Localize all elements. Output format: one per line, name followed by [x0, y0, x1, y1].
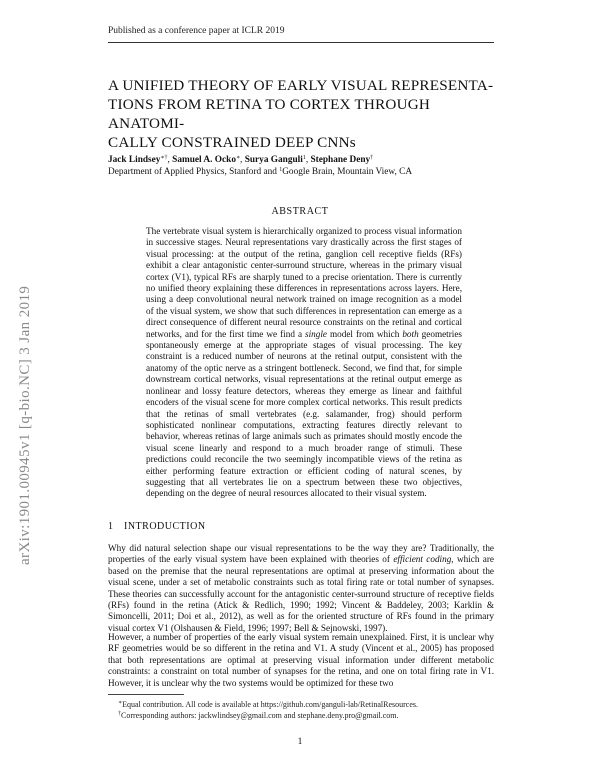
- author-name: Stephane Deny: [310, 155, 371, 165]
- affiliation-mark: 1: [279, 167, 283, 173]
- affiliation-text: Google Brain, Mountain View, CA: [282, 167, 413, 177]
- abstract-emphasis: single: [305, 328, 327, 339]
- header-rule: [108, 42, 494, 43]
- footnote-text: Corresponding authors: jackwlindsey@gmail.com and stephane.deny.pro@gmail.com.: [121, 711, 399, 720]
- paper-title: [108, 76, 508, 152]
- title-line: A UNIFIED THEORY OF EARLY VISUAL REPRESENTA-: [108, 77, 494, 94]
- footnote-mark: ∗: [118, 700, 123, 706]
- footnote-text: Equal contribution. All code is available at https://github.com/ganguli-lab/RetinalResources.: [122, 700, 419, 709]
- page-number: 1: [297, 737, 303, 747]
- affiliation: [108, 164, 412, 178]
- paragraph-text: Why did natural selection shape our visual representations to be the way they are? Traditionally, the properties of the early visual system have been explained with theories of: [108, 543, 494, 565]
- author-name: Jack Lindsey: [108, 155, 161, 165]
- paragraph-text: , which are based on the premise that the neural representations are optimal at preserving information about the visual scene, under a set of metabolic constraints such as total firing rate or total number of synapses. These theories can successfully account for the antagonistic center-surround structure of receptive fields (RFs) found in the retina (Atick & Redlich, 1990; 1992; Vincent & Baddeley, 2003; Karklin & Simoncelli, 2011; Doi et al., 2012), as well as for the oriented structure of RFs found in the primary visual cortex V1 (Olshausen & Field, 1996; 1997; Bell & Sejnowski, 1997).: [108, 554, 494, 633]
- abstract-text: geometries spontaneously emerge at the appropriate stages of visual processing. The key constraint is a reduced number of neurons at the retinal output, consistent with the anatomy of the optic nerve as a stringent bottleneck. Second, we find that, for simple downstream cortical networks, visual representations at the retinal output emerge as nonlinear and lossy feature detectors, whereas they emerge as linear and faithful encoders of the visual scene for more complex cortical networks. This result predicts that the retinas of small vertebrates (e.g. salamander, frog) should perform sophisticated nonlinear computations, extracting features directly relevant to behavior, whereas retinas of large animals such as primates should mostly encode the visual scene linearly and respond to a much broader range of stimuli. These predictions could reconcile the two seemingly incompatible views of the retina as either performing feature extraction or efficient coding of natural scenes, by suggesting that all vertebrates lie on a spectrum between these two objectives, depending on the degree of neural resources allocated to their visual system.: [146, 328, 462, 499]
- affiliation-text: Department of Applied Physics, Stanford and: [108, 167, 280, 177]
- arxiv-stamp: arXiv:1901.00945v1 [q-bio.NC] 3 Jan 2019: [17, 285, 33, 565]
- author-name: Samuel A. Ocko: [172, 155, 236, 165]
- footnote-rule: [108, 694, 184, 695]
- abstract-body: [146, 226, 462, 500]
- author-name: Surya Ganguli: [244, 155, 303, 165]
- author-mark: 1: [302, 155, 306, 161]
- paragraph-emphasis: efficient coding: [393, 554, 452, 565]
- author-mark: †: [370, 155, 374, 161]
- author-mark: ∗†: [160, 155, 168, 161]
- footnote-mark: †: [118, 711, 121, 717]
- intro-paragraph-1: [108, 543, 494, 634]
- running-header: Published as a conference paper at ICLR 2019: [108, 26, 285, 36]
- section-title: INTRODUCTION: [124, 521, 206, 532]
- author-mark: ∗: [235, 155, 241, 161]
- abstract-heading-text: ABSTRACT: [271, 206, 329, 217]
- intro-paragraph-2: However, a number of properties of the early visual system remain unexplained. First, it is unclear why RF geometries would be so different in the retina and V1. A study (Vincent et al., 2005) has proposed that both representations are optimal at preserving visual information under different metabolic constraints: a constraint on total number of synapses for the retina, and one on total firing rate in V1. However, it is unclear why the two systems would be optimized for these two: [108, 632, 494, 688]
- abstract-heading: [0, 206, 600, 217]
- section-number: 1: [108, 521, 113, 532]
- author-list: Jack Lindsey∗†, Samuel A. Ocko∗, Surya Ganguli$^1$, Stephane Deny†: [108, 155, 374, 165]
- abstract-text: The vertebrate visual system is hierarchically organized to process visual information in successive stages. Neural representations vary drastically across the first stages of visual processing: at the output of the retina, ganglion cell receptive fields (RFs) exhibit a clear antagonistic center-surround structure, whereas in the primary visual cortex (V1), typical RFs are sharply tuned to a precise orientation. There is currently no unified theory explaining these differences in representations across layers. Here, using a deep convolutional neural network trained on image recognition as a model of the visual system, we show that such differences in representation can emerge as a direct consequence of different neural resource constraints on the retinal and cortical networks, and for the first time we find a: [146, 226, 462, 339]
- footnote-2: [118, 709, 399, 721]
- title-line: CALLY CONSTRAINED DEEP CNNs: [108, 134, 356, 151]
- title-line: TIONS FROM RETINA TO CORTEX THROUGH ANATOMI-: [108, 96, 431, 132]
- abstract-text: model from which: [326, 328, 403, 339]
- abstract-emphasis: both: [402, 328, 419, 339]
